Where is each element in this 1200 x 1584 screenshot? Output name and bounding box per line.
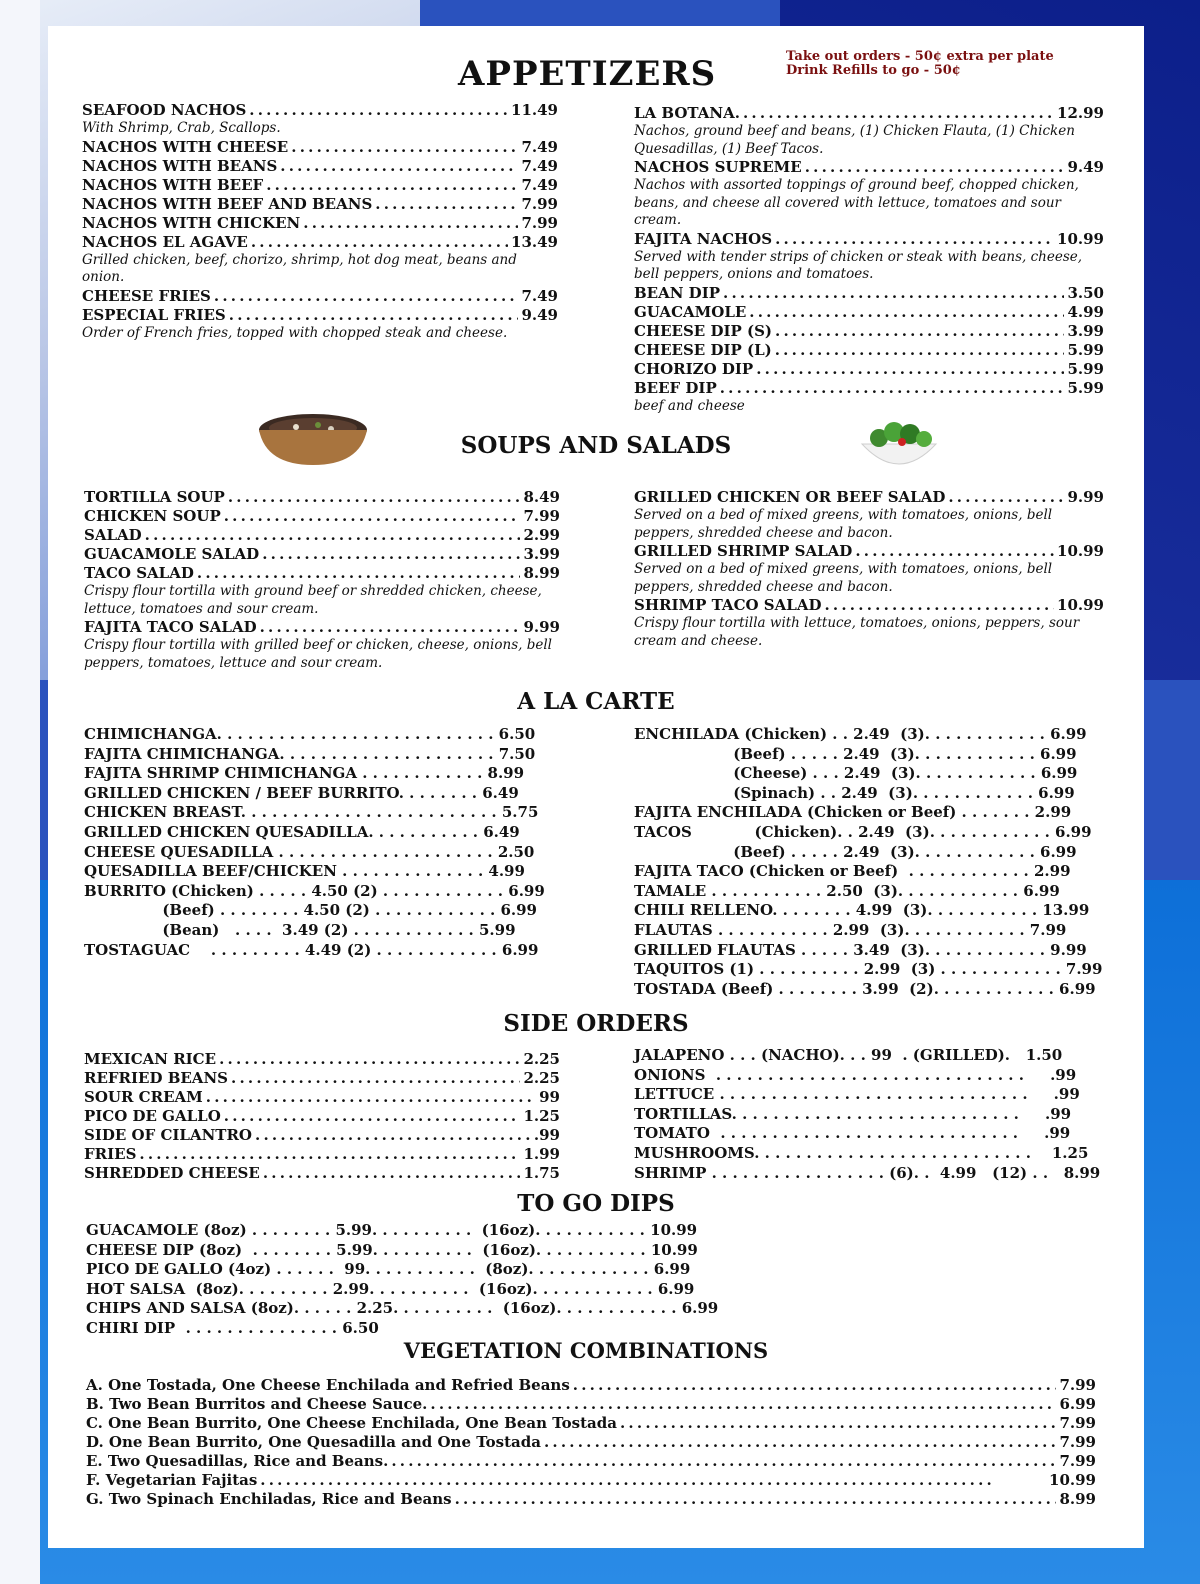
dot-leader (855, 542, 1054, 561)
menu-line: (Beef) . . . . . 2.49 (3). . . . . . . . . . . . 6.99 (634, 842, 1077, 861)
menu-item (84, 1126, 560, 1145)
dot-leader (197, 564, 521, 583)
menu-item (634, 542, 1104, 561)
item-name: NACHOS EL AGAVE (82, 232, 248, 251)
menu-line: (Spinach) . . 2.49 (3). . . . . . . . . . . . 6.99 (634, 783, 1075, 802)
item-price: 13.49 (511, 232, 558, 251)
menu-item (84, 1107, 560, 1126)
item-price: 1.25 (523, 1107, 560, 1125)
dot-leader (255, 1126, 531, 1145)
menu-item (84, 1164, 560, 1183)
dot-leader (249, 101, 508, 120)
menu-line: GUACAMOLE (8oz) . . . . . . . . 5.99. . . . . . . . . . (16oz). . . . . . . . . . . 10.99 (86, 1221, 698, 1239)
dot-leader (620, 1414, 1056, 1433)
item-price: 12.99 (1057, 104, 1104, 122)
item-name: ESPECIAL FRIES (82, 305, 226, 324)
item-price: 9.99 (523, 618, 560, 636)
item-name: C. One Bean Burrito, One Cheese Enchilada, One Bean Tostada (86, 1414, 617, 1432)
dot-leader (775, 322, 1064, 341)
menu-item (84, 1069, 560, 1088)
menu-line: FAJITA CHIMICHANGA. . . . . . . . . . . . . . . . . . . . . 7.50 (84, 744, 536, 763)
menu-line: MUSHROOMS. . . . . . . . . . . . . . . . . . . . . . . . . . . 1.25 (634, 1143, 1089, 1162)
menu-line: TORTILLAS. . . . . . . . . . . . . . . . . . . . . . . . . . . . .99 (634, 1104, 1072, 1123)
item-price: 10.99 (1057, 596, 1104, 614)
item-price: 7.99 (521, 213, 558, 232)
item-price: 10.99 (1049, 1471, 1096, 1489)
item-description: beef and cheese (634, 397, 745, 414)
item-description: Crispy flour tortilla with ground beef or shredded chicken, cheese, lettuce, tomatoes and sour cream. (84, 583, 542, 617)
menu-line: ENCHILADA (Chicken) . . 2.49 (3). . . . . . . . . . . . 6.99 (634, 725, 1087, 743)
dot-leader (805, 158, 1065, 177)
item-name: CHICKEN SOUP (84, 507, 221, 525)
menu-line: HOT SALSA (8oz). . . . . . . . . 2.99. . . . . . . . . . (16oz). . . . . . . . . . . . 6.99 (86, 1279, 695, 1298)
dot-leader (139, 1145, 520, 1164)
item-price: 7.99 (521, 194, 558, 213)
dot-leader (749, 303, 1064, 322)
item-description: Order of French fries, topped with chopped steak and cheese. (82, 324, 508, 341)
veg-title: VEGETATION COMBINATIONS (403, 1338, 769, 1363)
menu-line: FAJITA SHRIMP CHIMICHANGA . . . . . . . . . . . . 8.99 (84, 764, 525, 783)
menu-line: CHIPS AND SALSA (8oz). . . . . . 2.25. . . . . . . . . . (16oz). . . . . . . . . . . . 6.99 (86, 1299, 719, 1318)
item-name: SEAFOOD NACHOS (82, 101, 247, 119)
item-description: Crispy flour tortilla with grilled beef or chicken, cheese, onions, bell peppers, tomatoes, lettuce and sour cream. (84, 637, 552, 671)
menu-item (86, 1471, 1096, 1490)
item-price: 2.99 (523, 526, 560, 544)
item-name: E. Two Quesadillas, Rice and Beans. (86, 1452, 389, 1470)
sides-right-column (634, 1046, 1114, 1183)
menu-item (84, 1145, 560, 1164)
menu-item (86, 1490, 1096, 1509)
item-name: TACO SALAD (84, 564, 194, 582)
menu-line: FAJITA ENCHILADA (Chicken or Beef) . . . . . . . 2.99 (634, 803, 1072, 822)
item-name: MEXICAN RICE (84, 1050, 217, 1068)
menu-item (84, 564, 560, 583)
item-price: 6.99 (1059, 1395, 1096, 1413)
menu-item (84, 1050, 560, 1069)
dot-leader (145, 526, 521, 545)
item-name: NACHOS WITH BEANS (82, 156, 278, 175)
menu-item (82, 195, 558, 214)
item-price: 3.99 (523, 545, 560, 563)
menu-item (82, 138, 558, 157)
item-name: REFRIED BEANS (84, 1069, 228, 1087)
menu-line: GRILLED FLAUTAS . . . . . 3.49 (3). . . . . . . . . . . . 9.99 (634, 940, 1087, 959)
menu-line: TACOS (Chicken). . 2.49 (3). . . . . . . . . . . . 6.99 (634, 822, 1092, 841)
item-name: SHREDDED CHEESE (84, 1164, 260, 1182)
menu-line: (Beef) . . . . . . . . 4.50 (2) . . . . . . . . . . . . 6.99 (84, 901, 537, 920)
item-price: 9.49 (521, 305, 558, 324)
menu-line: GRILLED CHICKEN / BEEF BURRITO. . . . . . . . 6.49 (84, 783, 519, 802)
menu-item (86, 1433, 1096, 1452)
item-price: 99 (539, 1088, 560, 1106)
item-name: TORTILLA SOUP (84, 488, 225, 506)
menu-item (86, 1376, 1096, 1395)
dot-leader (756, 360, 1064, 379)
item-name: B. Two Bean Burritos and Cheese Sauce. (86, 1395, 428, 1413)
sides-left-column (84, 1050, 560, 1183)
menu-line: TAMALE . . . . . . . . . . . 2.50 (3). . . . . . . . . . . . 6.99 (634, 881, 1060, 900)
item-price: 8.49 (523, 488, 560, 506)
menu-line: (Beef) . . . . . 2.49 (3). . . . . . . . . . . . 6.99 (634, 744, 1077, 763)
item-price: 2.25 (523, 1050, 560, 1068)
item-description: Nachos, ground beef and beans, (1) Chicken Flauta, (1) Chicken Quesadillas, (1) Beef Tacos. (634, 123, 1075, 157)
alacarte-title: A LA CARTE (517, 688, 675, 715)
dot-leader (266, 176, 518, 195)
menu-item (634, 230, 1104, 249)
dot-leader (720, 379, 1065, 398)
menu-line: (Cheese) . . . 2.49 (3). . . . . . . . . . . . 6.99 (634, 764, 1078, 783)
item-price: 7.99 (1059, 1433, 1096, 1451)
item-price: 7.99 (1059, 1376, 1096, 1394)
dot-leader (303, 214, 518, 233)
background-left-strip (0, 0, 40, 1584)
item-name: D. One Bean Burrito, One Quesadilla and One Tostada (86, 1433, 541, 1451)
item-price: 3.99 (1067, 321, 1104, 340)
dot-leader (723, 284, 1064, 303)
menu-line: TOSTADA (Beef) . . . . . . . . 3.99 (2). . . . . . . . . . . . 6.99 (634, 979, 1096, 998)
item-name: SIDE OF CILANTRO (84, 1126, 252, 1144)
dot-leader (251, 233, 508, 252)
item-price: 5.99 (1067, 359, 1104, 378)
dot-leader (824, 596, 1054, 615)
menu-item (86, 1452, 1096, 1471)
item-name: NACHOS WITH CHICKEN (82, 213, 301, 232)
item-name: NACHOS WITH BEEF (82, 175, 264, 194)
veg-list (86, 1376, 1096, 1509)
menu-line: FAJITA TACO (Chicken or Beef) . . . . . . . . . . . . 2.99 (634, 862, 1071, 881)
menu-line: (Bean) . . . . 3.49 (2) . . . . . . . . . . . . 5.99 (84, 920, 516, 939)
dot-leader (743, 104, 1054, 123)
menu-item (82, 176, 558, 195)
item-description: Served with tender strips of chicken or steak with beans, cheese, bell peppers, onions and tomatoes. (634, 248, 1083, 282)
dot-leader (375, 195, 518, 214)
menu-line: TOMATO . . . . . . . . . . . . . . . . . . . . . . . . . . . . . .99 (634, 1124, 1071, 1143)
menu-line: LETTUCE . . . . . . . . . . . . . . . . . . . . . . . . . . . . . . .99 (634, 1085, 1080, 1104)
item-name: FAJITA NACHOS (634, 229, 773, 248)
item-name: FAJITA TACO SALAD (84, 618, 257, 636)
item-description: Served on a bed of mixed greens, with tomatoes, onions, bell peppers, shredded cheese and bacon. (634, 507, 1053, 541)
dot-leader (263, 1164, 521, 1183)
soups-title: SOUPS AND SALADS (460, 432, 732, 459)
menu-item (82, 306, 558, 325)
menu-item (84, 618, 560, 637)
menu-item (634, 360, 1104, 379)
dot-leader (262, 545, 520, 564)
item-name: SALAD (84, 526, 142, 544)
dot-leader (948, 488, 1064, 507)
menu-line: BURRITO (Chicken) . . . . . 4.50 (2) . . . . . . . . . . . . 6.99 (84, 881, 545, 900)
menu-item (82, 233, 558, 252)
item-price: 7.99 (1059, 1452, 1096, 1470)
item-description: Grilled chicken, beef, chorizo, shrimp, hot dog meat, beans and onion. (82, 251, 517, 285)
item-name: CHEESE DIP (S) (634, 321, 773, 340)
item-price: 9.49 (1067, 158, 1104, 176)
item-name: BEAN DIP (634, 283, 720, 302)
item-description: With Shrimp, Crab, Scallops. (82, 120, 281, 136)
togo-title: TO GO DIPS (517, 1190, 675, 1217)
menu-line: CHICKEN BREAST. . . . . . . . . . . . . . . . . . . . . . . . . 5.75 (84, 803, 539, 822)
menu-item (634, 158, 1104, 177)
item-name: NACHOS WITH BEEF AND BEANS (82, 194, 373, 213)
dot-leader (228, 488, 521, 507)
menu-item (84, 488, 560, 507)
menu-line: QUESADILLA BEEF/CHICKEN . . . . . . . . . . . . . . 4.99 (84, 862, 525, 881)
item-price: 8.99 (523, 564, 560, 582)
item-name: SHRIMP TACO SALAD (634, 596, 822, 614)
menu-line: SHRIMP . . . . . . . . . . . . . . . . . (6). . 4.99 (12) . . 8.99 (634, 1163, 1101, 1182)
item-name: CHEESE DIP (L) (634, 340, 772, 359)
item-name: BEEF DIP (634, 378, 717, 397)
item-price: 7.99 (523, 507, 560, 525)
item-name: PICO DE GALLO (84, 1107, 221, 1125)
alacarte-right-column (634, 725, 1114, 999)
menu-item (634, 284, 1104, 303)
takeout-note: Take out orders - 50¢ extra per plate Drink Refills to go - 50¢ (786, 49, 1054, 78)
item-price: 5.99 (1067, 378, 1104, 397)
item-name: CHORIZO DIP (634, 359, 754, 378)
dot-leader (224, 507, 521, 526)
dot-leader (391, 1452, 1056, 1471)
item-description: Crispy flour tortilla with lettuce, tomatoes, onions, peppers, sour cream and cheese. (634, 615, 1080, 649)
item-price: 8.99 (1059, 1490, 1096, 1508)
appetizers-title: APPETIZERS (458, 54, 717, 94)
dot-leader (260, 618, 521, 637)
dot-leader (775, 341, 1065, 360)
item-name: A. One Tostada, One Cheese Enchilada and Refried Beans (86, 1376, 570, 1394)
alacarte-left-column (84, 725, 564, 960)
item-name: G. Two Spinach Enchiladas, Rice and Beans (86, 1490, 452, 1508)
menu-item (84, 507, 560, 526)
dot-leader (219, 1050, 520, 1069)
menu-line: GRILLED CHICKEN QUESADILLA. . . . . . . . . . . 6.49 (84, 822, 520, 841)
item-price: 4.99 (1067, 302, 1104, 321)
item-name: GRILLED CHICKEN OR BEEF SALAD (634, 488, 946, 506)
item-price: 7.49 (521, 175, 558, 194)
menu-item (634, 379, 1104, 398)
item-price: 1.75 (523, 1164, 560, 1182)
menu-line: TOSTAGUAC . . . . . . . . . 4.49 (2) . . . . . . . . . . . . 6.99 (84, 940, 539, 959)
menu-line: JALAPENO . . . (NACHO). . . 99 . (GRILLED). 1.50 (634, 1046, 1063, 1064)
dot-leader (231, 1069, 520, 1088)
dot-leader (214, 287, 519, 306)
item-name: GUACAMOLE SALAD (84, 545, 260, 563)
appetizers-left-column (82, 101, 558, 342)
soups-right-column (634, 488, 1104, 650)
item-name: SOUR CREAM (84, 1088, 203, 1106)
item-name: NACHOS SUPREME (634, 158, 802, 176)
dot-leader (280, 157, 518, 176)
item-name: LA BOTANA. (634, 104, 740, 122)
menu-item (634, 104, 1104, 123)
dot-leader (229, 306, 519, 325)
item-description: Nachos with assorted toppings of ground beef, chopped chicken, beans, and cheese all covered with lettuce, tomatoes and sour cream. (634, 177, 1079, 228)
menu-item (82, 287, 558, 306)
menu-line: TAQUITOS (1) . . . . . . . . . . 2.99 (3) . . . . . . . . . . . . 7.99 (634, 960, 1103, 979)
togo-list (86, 1221, 786, 1339)
item-price: .99 (533, 1126, 560, 1144)
item-price: 7.99 (1059, 1414, 1096, 1432)
item-price: 1.99 (523, 1145, 560, 1163)
menu-line: CHIMICHANGA. . . . . . . . . . . . . . . . . . . . . . . . . . . 6.50 (84, 725, 536, 743)
appetizers-right-column (634, 104, 1104, 415)
menu-item (82, 157, 558, 176)
menu-item (84, 545, 560, 564)
item-description: Served on a bed of mixed greens, with tomatoes, onions, bell peppers, shredded cheese and bacon. (634, 561, 1053, 595)
item-price: 10.99 (1057, 229, 1104, 248)
dot-leader (260, 1471, 1046, 1490)
item-price: 3.50 (1067, 283, 1104, 302)
menu-line: CHILI RELLENO. . . . . . . . 4.99 (3). . . . . . . . . . . 13.99 (634, 901, 1090, 920)
menu-line: PICO DE GALLO (4oz) . . . . . . 99. . . . . . . . . . . (8oz). . . . . . . . . . . . 6.99 (86, 1260, 691, 1279)
menu-item (84, 526, 560, 545)
soups-left-column (84, 488, 560, 672)
item-name: GUACAMOLE (634, 302, 747, 321)
item-name: F. Vegetarian Fajitas (86, 1471, 258, 1489)
dot-leader (291, 138, 518, 157)
dot-leader (573, 1376, 1057, 1395)
menu-line: CHEESE QUESADILLA . . . . . . . . . . . . . . . . . . . . . 2.50 (84, 842, 535, 861)
item-name: NACHOS WITH CHEESE (82, 137, 289, 156)
item-price: 5.99 (1067, 340, 1104, 359)
menu-page (48, 26, 1144, 1548)
item-price: 7.49 (521, 286, 558, 305)
menu-line: ONIONS . . . . . . . . . . . . . . . . . . . . . . . . . . . . . . .99 (634, 1065, 1077, 1084)
menu-item (82, 214, 558, 233)
menu-item (634, 341, 1104, 360)
menu-line: FLAUTAS . . . . . . . . . . . 2.99 (3). . . . . . . . . . . . 7.99 (634, 920, 1067, 939)
menu-item (82, 101, 558, 120)
item-name: FRIES (84, 1145, 137, 1163)
item-name: GRILLED SHRIMP SALAD (634, 542, 853, 560)
item-price: 11.49 (511, 101, 558, 119)
dot-leader (224, 1107, 521, 1126)
dot-leader (775, 230, 1054, 249)
item-price: 10.99 (1057, 542, 1104, 560)
menu-item (634, 596, 1104, 615)
menu-item (634, 322, 1104, 341)
dot-leader (206, 1088, 536, 1107)
item-price: 9.99 (1067, 488, 1104, 506)
item-price: 7.49 (521, 137, 558, 156)
item-price: 2.25 (523, 1069, 560, 1087)
menu-item (86, 1395, 1096, 1414)
sides-title: SIDE ORDERS (503, 1010, 689, 1037)
menu-item (634, 303, 1104, 322)
menu-item (84, 1088, 560, 1107)
menu-line: CHIRI DIP . . . . . . . . . . . . . . . 6.50 (86, 1318, 379, 1337)
dot-leader (455, 1490, 1057, 1509)
dot-leader (544, 1433, 1057, 1452)
dot-leader (430, 1395, 1056, 1414)
item-price: 7.49 (521, 156, 558, 175)
menu-item (634, 488, 1104, 507)
menu-item (86, 1414, 1096, 1433)
item-name: CHEESE FRIES (82, 286, 211, 305)
menu-line: CHEESE DIP (8oz) . . . . . . . . 5.99. . . . . . . . . . (16oz). . . . . . . . . . . 10.99 (86, 1240, 698, 1259)
